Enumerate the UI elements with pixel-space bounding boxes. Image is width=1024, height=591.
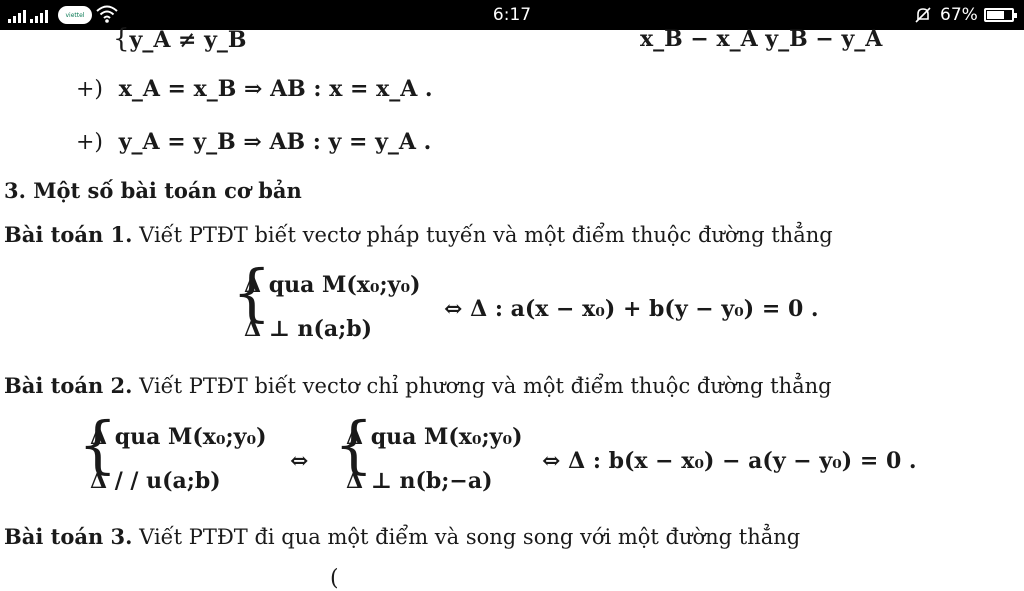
document-page[interactable] xyxy=(0,24,1024,591)
battery-icon xyxy=(984,8,1014,22)
problem-1-system: { Δ qua M(x₀;y₀) Δ ⊥ n(a;b) xyxy=(232,256,421,342)
problem-2-label: Bài toán 2. xyxy=(4,373,133,398)
problem-3-statement: Bài toán 3. Viết PTĐT đi qua một điểm và song song với một đường thẳng xyxy=(4,524,801,549)
case-2: +) y_A = y_B ⇒ AB : y = y_A . xyxy=(76,129,432,155)
case-1: +) x_A = x_B ⇒ AB : x = x_A . xyxy=(76,76,433,102)
problem-2-equiv: ⇔ xyxy=(290,448,309,474)
problem-1-result: ⇔ Δ : a(x − x₀) + b(y − y₀) = 0 . xyxy=(444,296,819,322)
partial-top-right: x_B − x_A y_B − y_A xyxy=(640,26,883,52)
section-3-heading: 3. Một số bài toán cơ bản xyxy=(4,178,302,203)
bottom-partial: ( xyxy=(330,566,339,591)
problem-3-label: Bài toán 3. xyxy=(4,524,133,549)
problem-2-result: ⇔ Δ : b(x − x₀) − a(y − y₀) = 0 . xyxy=(542,448,917,474)
battery-percent: 67% xyxy=(940,5,978,25)
problem-1-statement: Bài toán 1. Viết PTĐT biết vectơ pháp tuyến và một điểm thuộc đường thẳng xyxy=(4,222,833,247)
problem-2-system-2: { Δ qua M(x₀;y₀) Δ ⊥ n(b;−a) xyxy=(334,408,523,494)
problem-2-system-1: { Δ qua M(x₀;y₀) Δ / / u(a;b) xyxy=(78,408,267,494)
carrier-logo: viettel xyxy=(58,6,92,24)
problem-2-statement: Bài toán 2. Viết PTĐT biết vectơ chỉ phương và một điểm thuộc đường thẳng xyxy=(4,373,832,398)
alarm-off-icon xyxy=(914,6,932,24)
problem-1-label: Bài toán 1. xyxy=(4,222,133,247)
partial-top-left: {y_A ≠ y_B xyxy=(113,24,247,54)
clock: 6:17 xyxy=(492,5,532,25)
